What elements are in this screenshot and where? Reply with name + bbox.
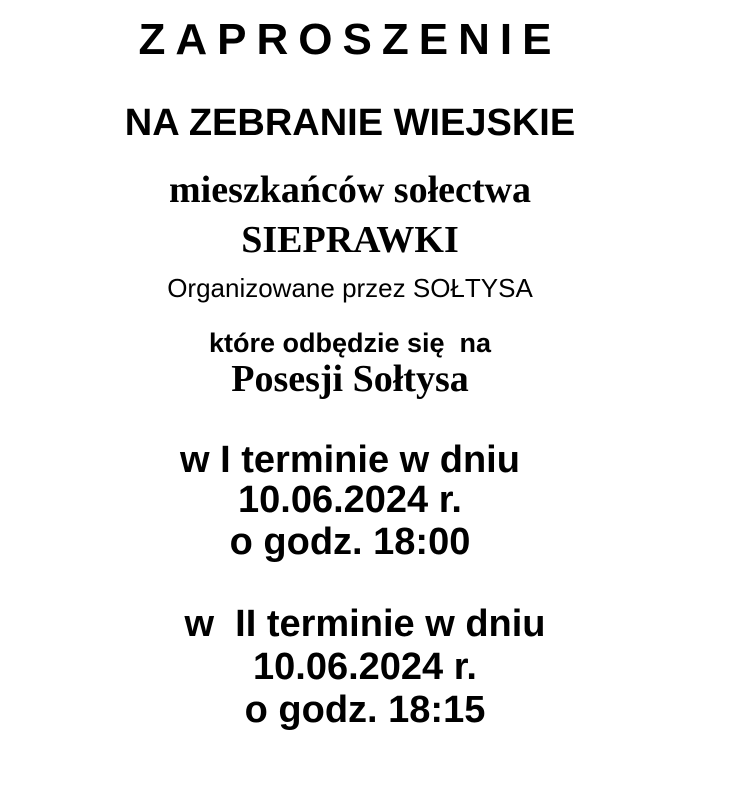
organizer-line: Organizowane przez SOŁTYSA — [167, 273, 533, 303]
audience-line: mieszkańców sołectwa — [169, 169, 531, 211]
venue-intro-line: które odbędzie się na — [208, 328, 492, 358]
venue-name: Posesji Sołtysa — [231, 358, 469, 400]
first-term-date: 10.06.2024 r. — [238, 479, 462, 521]
village-name: SIEPRAWKI — [241, 219, 459, 261]
meeting-type-heading: NA ZEBRANIE WIEJSKIE — [124, 102, 576, 144]
second-term-date: 10.06.2024 r. — [253, 646, 477, 688]
second-term-time: o godz. 18:15 — [244, 689, 486, 731]
first-term-label: w I terminie w dniu — [180, 439, 520, 481]
first-term-time: o godz. 18:00 — [229, 521, 471, 563]
invitation-title: ZAPROSZENIE — [138, 15, 562, 64]
second-term-label: w II terminie w dniu — [184, 603, 546, 645]
